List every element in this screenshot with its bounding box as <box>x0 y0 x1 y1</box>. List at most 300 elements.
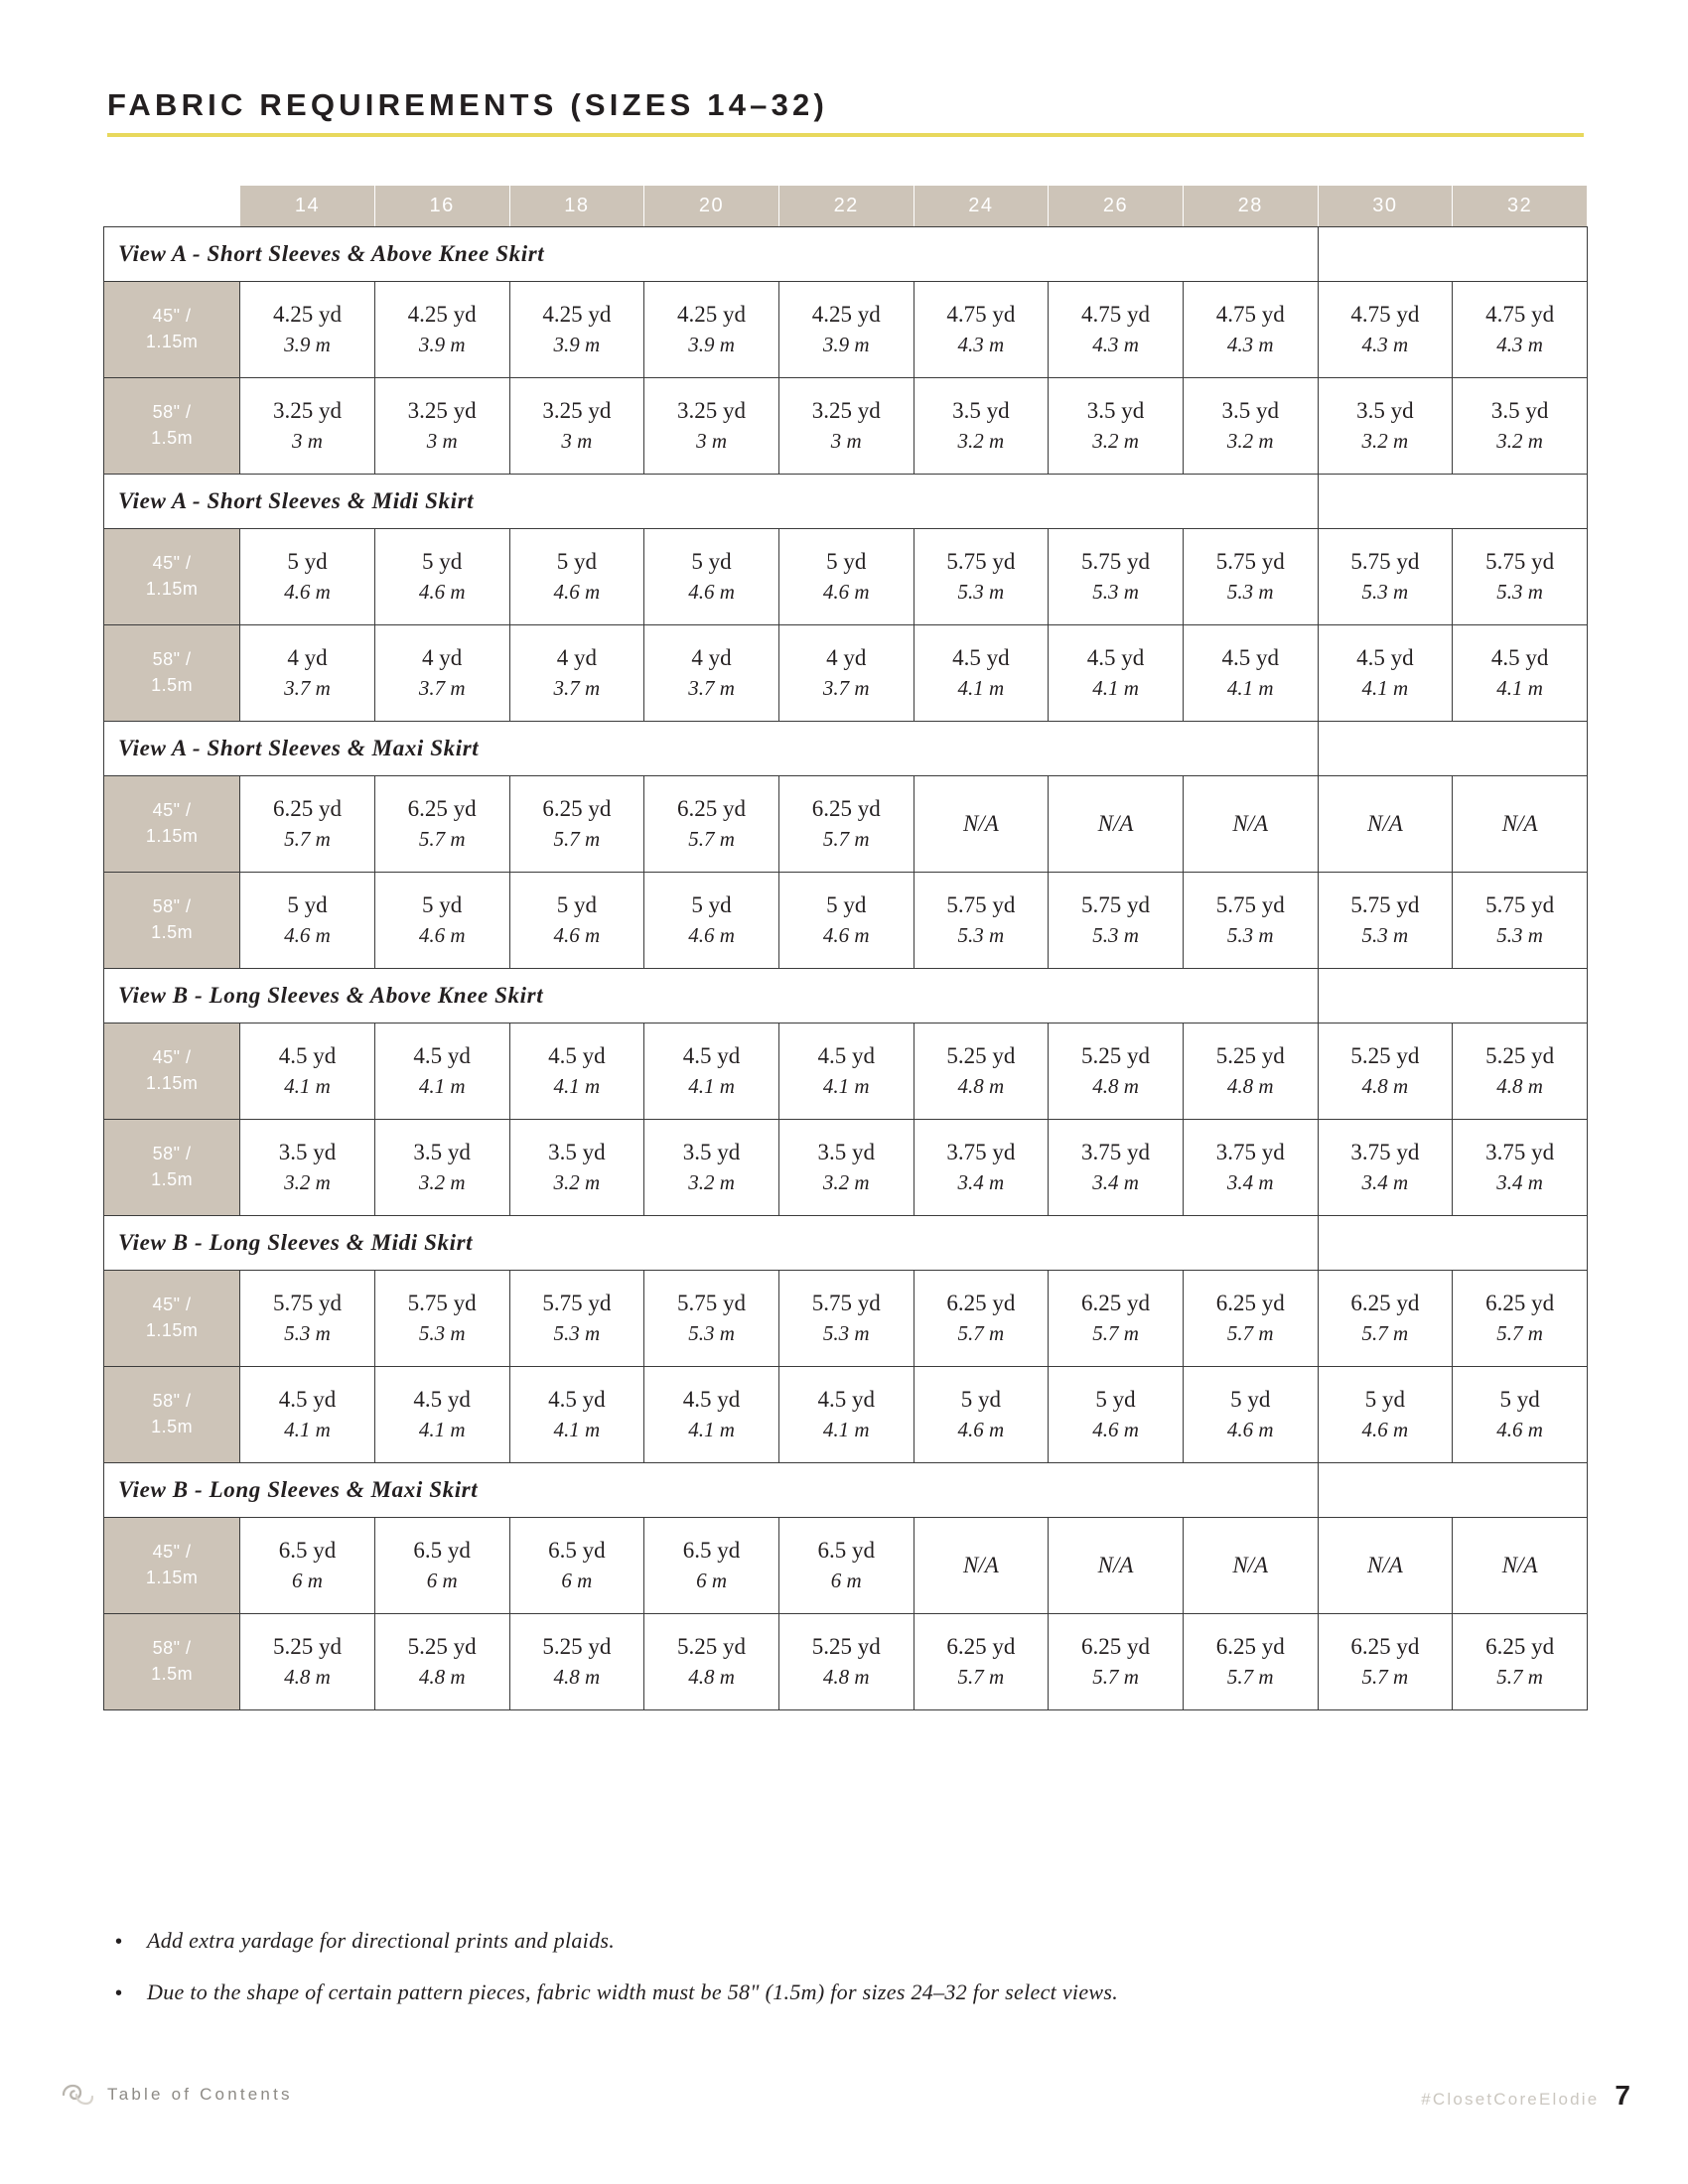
table-row <box>104 282 1588 378</box>
metres-value: 3.4 m <box>1092 1170 1139 1195</box>
yardage-value: 5 yd <box>1364 1386 1405 1412</box>
yardage-cell <box>1453 1614 1588 1710</box>
metres-value: 4.6 m <box>284 580 331 605</box>
yardage-value: 3.5 yd <box>548 1139 606 1164</box>
yardage-value: 5 yd <box>960 1386 1001 1412</box>
section-title: View B - Long Sleeves & Midi Skirt <box>104 1216 1319 1271</box>
fabric-requirements-table-wrap <box>103 185 1588 1710</box>
table-section-header <box>104 722 1588 776</box>
metres-value: 4.6 m <box>1226 1418 1274 1442</box>
yardage-value: 5.25 yd <box>811 1633 881 1659</box>
yardage-cell <box>1318 1367 1453 1463</box>
yardage-cell-na: N/A <box>914 776 1049 873</box>
yardage-cell <box>509 1614 644 1710</box>
bullet-icon: • <box>115 1931 123 1953</box>
metres-value: 3.2 m <box>418 1170 466 1195</box>
yardage-cell-na: N/A <box>1183 1518 1318 1614</box>
yardage-cell <box>374 776 509 873</box>
metres-value: 3.7 m <box>284 676 331 701</box>
yardage-value: 4.25 yd <box>677 301 747 327</box>
yardage-cell <box>1049 1024 1184 1120</box>
table-section-header <box>104 969 1588 1024</box>
paperclip-icon <box>60 2084 93 2106</box>
yardage-value: 4.25 yd <box>542 301 612 327</box>
metres-value: 4.6 m <box>418 580 466 605</box>
yardage-cell <box>1318 1120 1453 1216</box>
yardage-cell-na: N/A <box>1049 776 1184 873</box>
yardage-cell <box>1453 625 1588 722</box>
yardage-value: 3.5 yd <box>1490 397 1549 423</box>
yardage-cell <box>778 1518 914 1614</box>
metres-value: 3.7 m <box>822 676 870 701</box>
yardage-cell <box>509 1367 644 1463</box>
metres-value: 3.2 m <box>553 1170 601 1195</box>
yardage-cell <box>914 378 1049 475</box>
yardage-value: 5.75 yd <box>1485 548 1555 574</box>
yardage-cell <box>644 873 779 969</box>
yardage-value: 5 yd <box>422 548 463 574</box>
yardage-cell-na: N/A <box>1453 776 1588 873</box>
metres-value: 4.8 m <box>1496 1074 1543 1099</box>
metres-value: 6 m <box>561 1569 593 1593</box>
yardage-value: 5 yd <box>287 891 328 917</box>
yardage-cell <box>1453 378 1588 475</box>
yardage-cell <box>778 1614 914 1710</box>
yardage-value: 5.75 yd <box>1215 891 1285 917</box>
yardage-value: 3.5 yd <box>1221 397 1279 423</box>
yardage-value: 6.25 yd <box>273 795 342 821</box>
yardage-cell <box>374 529 509 625</box>
table-of-contents-link[interactable] <box>60 2084 293 2106</box>
fabric-width-metric: 1.5m <box>151 1417 194 1436</box>
table-row <box>104 1518 1588 1614</box>
section-title-spacer <box>1318 475 1587 529</box>
size-header-28: 28 <box>1183 186 1318 227</box>
yardage-cell <box>778 1120 914 1216</box>
yardage-value: 4.5 yd <box>682 1386 741 1412</box>
fabric-width-imperial: 45" / <box>152 553 192 574</box>
note-text: Due to the shape of certain pattern pieces, fabric width must be 58" (1.5m) for sizes 24–32 for select views. <box>147 1979 1119 2004</box>
metres-value: 4.3 m <box>1226 333 1274 357</box>
table-header-row <box>104 186 1588 227</box>
size-header-30: 30 <box>1318 186 1453 227</box>
metres-value: 4.6 m <box>688 923 735 948</box>
fabric-width-imperial: 58" / <box>152 402 192 423</box>
yardage-cell <box>644 776 779 873</box>
yardage-cell <box>1453 282 1588 378</box>
yardage-cell <box>1318 529 1453 625</box>
size-header-26: 26 <box>1049 186 1184 227</box>
page-title: FABRIC REQUIREMENTS (SIZES 14–32) <box>107 87 828 122</box>
yardage-cell-na: N/A <box>1318 776 1453 873</box>
metres-value: 5.7 m <box>1226 1321 1274 1346</box>
metres-value: 5.3 m <box>1092 580 1139 605</box>
metres-value: 4.3 m <box>1092 333 1139 357</box>
metres-value: 4.6 m <box>822 923 870 948</box>
fabric-requirements-table <box>103 185 1588 1710</box>
metres-value: 3.2 m <box>1226 429 1274 454</box>
yardage-cell <box>1049 282 1184 378</box>
metres-value: 3.2 m <box>957 429 1005 454</box>
yardage-value: 6.5 yd <box>278 1537 337 1563</box>
metres-value: 5.3 m <box>1361 923 1409 948</box>
fabric-width-imperial: 58" / <box>152 649 192 670</box>
table-row <box>104 1120 1588 1216</box>
note-item <box>107 1928 1597 1954</box>
yardage-cell <box>1183 873 1318 969</box>
yardage-cell <box>778 1271 914 1367</box>
yardage-cell <box>1453 1271 1588 1367</box>
fabric-width-label <box>104 1367 240 1463</box>
yardage-value: 5.25 yd <box>1350 1042 1420 1068</box>
yardage-value: 5 yd <box>1499 1386 1540 1412</box>
yardage-value: 5.75 yd <box>677 1290 747 1315</box>
metres-value: 4.6 m <box>1092 1418 1139 1442</box>
yardage-cell <box>1049 378 1184 475</box>
yardage-cell <box>1453 1120 1588 1216</box>
table-row <box>104 1024 1588 1120</box>
table-row <box>104 625 1588 722</box>
fabric-width-label <box>104 1271 240 1367</box>
metres-value: 3.2 m <box>1496 429 1543 454</box>
yardage-cell-na: N/A <box>1183 776 1318 873</box>
metres-value: 3 m <box>696 429 727 454</box>
yardage-cell <box>1318 282 1453 378</box>
yardage-cell <box>644 1024 779 1120</box>
fabric-width-metric: 1.15m <box>145 579 199 599</box>
metres-value: 4.6 m <box>1496 1418 1543 1442</box>
fabric-width-metric: 1.15m <box>145 1568 199 1587</box>
yardage-value: 4 yd <box>422 644 463 670</box>
yardage-cell <box>644 1271 779 1367</box>
yardage-cell <box>374 873 509 969</box>
yardage-value: 4 yd <box>826 644 867 670</box>
section-title: View A - Short Sleeves & Midi Skirt <box>104 475 1319 529</box>
yardage-value: 5.25 yd <box>677 1633 747 1659</box>
yardage-cell <box>240 625 375 722</box>
note-item <box>107 1979 1597 2005</box>
metres-value: 3.9 m <box>822 333 870 357</box>
metres-value: 5.3 m <box>957 923 1005 948</box>
metres-value: 4.1 m <box>1226 676 1274 701</box>
yardage-cell <box>374 282 509 378</box>
yardage-cell <box>240 1518 375 1614</box>
yardage-value: 5 yd <box>826 891 867 917</box>
yardage-cell <box>644 282 779 378</box>
metres-value: 5.7 m <box>957 1321 1005 1346</box>
fabric-width-metric: 1.15m <box>145 1073 199 1093</box>
metres-value: 5.3 m <box>822 1321 870 1346</box>
yardage-cell <box>914 1024 1049 1120</box>
yardage-cell <box>1183 1271 1318 1367</box>
yardage-cell <box>644 1367 779 1463</box>
yardage-value: 6.25 yd <box>1485 1633 1555 1659</box>
yardage-cell <box>644 1614 779 1710</box>
metres-value: 6 m <box>696 1569 727 1593</box>
yardage-cell <box>1049 1271 1184 1367</box>
yardage-cell-na: N/A <box>1049 1518 1184 1614</box>
metres-value: 5.7 m <box>1092 1321 1139 1346</box>
metres-value: 3.2 m <box>1092 429 1139 454</box>
yardage-cell <box>644 1120 779 1216</box>
metres-value: 3.9 m <box>553 333 601 357</box>
yardage-value: 5.75 yd <box>1081 548 1151 574</box>
yardage-value: 5.75 yd <box>1350 548 1420 574</box>
yardage-cell <box>240 1367 375 1463</box>
yardage-cell <box>240 378 375 475</box>
metres-value: 4.8 m <box>822 1665 870 1690</box>
yardage-value: 5.25 yd <box>946 1042 1016 1068</box>
fabric-width-metric: 1.5m <box>151 675 194 695</box>
yardage-value: 5.75 yd <box>946 548 1016 574</box>
yardage-value: 4.25 yd <box>811 301 881 327</box>
yardage-value: 4 yd <box>287 644 328 670</box>
yardage-cell <box>509 1518 644 1614</box>
yardage-value: 3.25 yd <box>542 397 612 423</box>
yardage-cell <box>778 1367 914 1463</box>
fabric-width-metric: 1.5m <box>151 922 194 942</box>
yardage-value: 3.5 yd <box>1086 397 1145 423</box>
fabric-width-imperial: 58" / <box>152 1391 192 1412</box>
metres-value: 4.1 m <box>418 1418 466 1442</box>
metres-value: 5.3 m <box>1226 923 1274 948</box>
yardage-value: 4.5 yd <box>817 1386 875 1412</box>
metres-value: 3 m <box>830 429 862 454</box>
yardage-cell <box>509 625 644 722</box>
section-title-spacer <box>1318 1463 1587 1518</box>
metres-value: 3.7 m <box>688 676 735 701</box>
yardage-cell <box>1318 1024 1453 1120</box>
yardage-cell <box>374 1614 509 1710</box>
yardage-value: 3.5 yd <box>817 1139 875 1164</box>
metres-value: 4.6 m <box>957 1418 1005 1442</box>
yardage-value: 4 yd <box>556 644 597 670</box>
metres-value: 4.1 m <box>957 676 1005 701</box>
yardage-value: 4.5 yd <box>413 1386 471 1412</box>
yardage-value: 5.75 yd <box>273 1290 342 1315</box>
yardage-value: 3.75 yd <box>1081 1139 1151 1164</box>
metres-value: 4.6 m <box>688 580 735 605</box>
page-footer <box>0 2078 1688 2137</box>
yardage-cell <box>374 1120 509 1216</box>
fabric-width-imperial: 45" / <box>152 306 192 327</box>
yardage-cell <box>914 529 1049 625</box>
yardage-cell <box>374 1271 509 1367</box>
table-row <box>104 873 1588 969</box>
metres-value: 5.3 m <box>1361 580 1409 605</box>
title-underline <box>107 133 1584 137</box>
yardage-value: 5.75 yd <box>946 891 1016 917</box>
section-title: View A - Short Sleeves & Above Knee Skirt <box>104 227 1319 282</box>
metres-value: 5.3 m <box>1092 923 1139 948</box>
yardage-value: 6.25 yd <box>1215 1633 1285 1659</box>
fabric-width-label <box>104 529 240 625</box>
metres-value: 4.1 m <box>822 1074 870 1099</box>
fabric-width-imperial: 45" / <box>152 1542 192 1563</box>
yardage-value: 3.5 yd <box>952 397 1010 423</box>
metres-value: 3.9 m <box>418 333 466 357</box>
table-section-header <box>104 1463 1588 1518</box>
fabric-width-label <box>104 1120 240 1216</box>
section-title-spacer <box>1318 227 1587 282</box>
yardage-cell <box>1453 1024 1588 1120</box>
section-title-spacer <box>1318 1216 1587 1271</box>
yardage-value: 3.75 yd <box>1215 1139 1285 1164</box>
yardage-cell <box>1453 873 1588 969</box>
metres-value: 3.4 m <box>1226 1170 1274 1195</box>
metres-value: 4.6 m <box>553 923 601 948</box>
metres-value: 4.1 m <box>1092 676 1139 701</box>
yardage-value: 4.5 yd <box>1086 644 1145 670</box>
footer-hashtag: #ClosetCoreElodie <box>1421 2090 1600 2109</box>
metres-value: 4.8 m <box>418 1665 466 1690</box>
table-section-header <box>104 1216 1588 1271</box>
metres-value: 4.6 m <box>822 580 870 605</box>
yardage-cell <box>914 1120 1049 1216</box>
metres-value: 4.6 m <box>284 923 331 948</box>
metres-value: 3.4 m <box>1496 1170 1543 1195</box>
size-header-20: 20 <box>644 186 779 227</box>
metres-value: 4.1 m <box>553 1074 601 1099</box>
fabric-width-metric: 1.15m <box>145 826 199 846</box>
yardage-value: 6.5 yd <box>682 1537 741 1563</box>
yardage-cell <box>1049 1614 1184 1710</box>
yardage-value: 4.5 yd <box>1356 644 1414 670</box>
yardage-value: 6.5 yd <box>817 1537 875 1563</box>
size-header-18: 18 <box>509 186 644 227</box>
section-title: View A - Short Sleeves & Maxi Skirt <box>104 722 1319 776</box>
yardage-cell-na: N/A <box>914 1518 1049 1614</box>
fabric-width-label <box>104 1024 240 1120</box>
fabric-width-label <box>104 1614 240 1710</box>
yardage-cell <box>914 1367 1049 1463</box>
yardage-cell <box>1318 1271 1453 1367</box>
yardage-value: 6.25 yd <box>1485 1290 1555 1315</box>
yardage-cell <box>1318 625 1453 722</box>
fabric-width-label <box>104 378 240 475</box>
page-number: 7 <box>1615 2080 1630 2111</box>
yardage-cell <box>240 776 375 873</box>
yardage-cell <box>644 378 779 475</box>
yardage-value: 4.75 yd <box>1350 301 1420 327</box>
fabric-width-label <box>104 625 240 722</box>
metres-value: 4.1 m <box>822 1418 870 1442</box>
yardage-value: 4.75 yd <box>1081 301 1151 327</box>
yardage-value: 3.75 yd <box>946 1139 1016 1164</box>
metres-value: 5.7 m <box>553 827 601 852</box>
fabric-width-imperial: 45" / <box>152 800 192 821</box>
yardage-value: 3.75 yd <box>1485 1139 1555 1164</box>
size-header-14: 14 <box>240 186 375 227</box>
yardage-value: 5.25 yd <box>407 1633 477 1659</box>
yardage-cell <box>1183 1024 1318 1120</box>
yardage-cell <box>1318 873 1453 969</box>
yardage-cell <box>240 1614 375 1710</box>
metres-value: 3.7 m <box>418 676 466 701</box>
yardage-value: 5.75 yd <box>1485 891 1555 917</box>
metres-value: 3.9 m <box>688 333 735 357</box>
yardage-value: 4.5 yd <box>952 644 1010 670</box>
metres-value: 4.3 m <box>957 333 1005 357</box>
yardage-value: 6.5 yd <box>548 1537 606 1563</box>
yardage-cell <box>374 625 509 722</box>
yardage-value: 3.5 yd <box>1356 397 1414 423</box>
fabric-width-metric: 1.15m <box>145 332 199 351</box>
metres-value: 5.7 m <box>1361 1321 1409 1346</box>
notes-list <box>107 1928 1597 2031</box>
fabric-width-imperial: 58" / <box>152 896 192 917</box>
yardage-cell <box>374 378 509 475</box>
yardage-cell <box>509 282 644 378</box>
metres-value: 3.2 m <box>1361 429 1409 454</box>
yardage-cell <box>914 282 1049 378</box>
title-block <box>107 87 1592 137</box>
yardage-cell <box>1183 378 1318 475</box>
table-row <box>104 529 1588 625</box>
metres-value: 4.1 m <box>553 1418 601 1442</box>
yardage-cell <box>1453 1367 1588 1463</box>
metres-value: 5.7 m <box>284 827 331 852</box>
yardage-cell <box>644 625 779 722</box>
yardage-value: 6.25 yd <box>407 795 477 821</box>
metres-value: 4.8 m <box>284 1665 331 1690</box>
metres-value: 4.1 m <box>1496 676 1543 701</box>
metres-value: 4.8 m <box>553 1665 601 1690</box>
yardage-value: 3.75 yd <box>1350 1139 1420 1164</box>
section-title-spacer <box>1318 969 1587 1024</box>
yardage-value: 5.75 yd <box>811 1290 881 1315</box>
yardage-value: 5.75 yd <box>1215 548 1285 574</box>
yardage-value: 6.25 yd <box>1350 1290 1420 1315</box>
yardage-value: 6.5 yd <box>413 1537 471 1563</box>
metres-value: 5.3 m <box>284 1321 331 1346</box>
metres-value: 5.7 m <box>957 1665 1005 1690</box>
yardage-value: 4.75 yd <box>946 301 1016 327</box>
yardage-value: 5 yd <box>691 548 732 574</box>
size-header-16: 16 <box>374 186 509 227</box>
footer-right <box>1421 2080 1630 2112</box>
fabric-width-imperial: 58" / <box>152 1638 192 1659</box>
yardage-cell <box>1049 1367 1184 1463</box>
yardage-cell <box>1318 378 1453 475</box>
yardage-value: 3.5 yd <box>682 1139 741 1164</box>
metres-value: 4.3 m <box>1496 333 1543 357</box>
metres-value: 4.8 m <box>1092 1074 1139 1099</box>
yardage-value: 4.25 yd <box>407 301 477 327</box>
metres-value: 5.7 m <box>1092 1665 1139 1690</box>
yardage-value: 6.25 yd <box>677 795 747 821</box>
fabric-width-metric: 1.5m <box>151 1664 194 1684</box>
fabric-width-imperial: 45" / <box>152 1295 192 1315</box>
size-header-32: 32 <box>1453 186 1588 227</box>
yardage-value: 3.25 yd <box>811 397 881 423</box>
yardage-value: 5 yd <box>691 891 732 917</box>
yardage-value: 5.75 yd <box>1081 891 1151 917</box>
metres-value: 3.2 m <box>822 1170 870 1195</box>
yardage-value: 4.5 yd <box>1490 644 1549 670</box>
yardage-cell <box>914 1614 1049 1710</box>
yardage-value: 5.25 yd <box>1485 1042 1555 1068</box>
yardage-value: 4 yd <box>691 644 732 670</box>
yardage-cell <box>1183 1367 1318 1463</box>
metres-value: 6 m <box>830 1569 862 1593</box>
metres-value: 4.1 m <box>688 1074 735 1099</box>
metres-value: 3.2 m <box>688 1170 735 1195</box>
yardage-cell <box>778 1024 914 1120</box>
size-header-24: 24 <box>914 186 1049 227</box>
yardage-value: 3.25 yd <box>407 397 477 423</box>
metres-value: 4.6 m <box>1361 1418 1409 1442</box>
